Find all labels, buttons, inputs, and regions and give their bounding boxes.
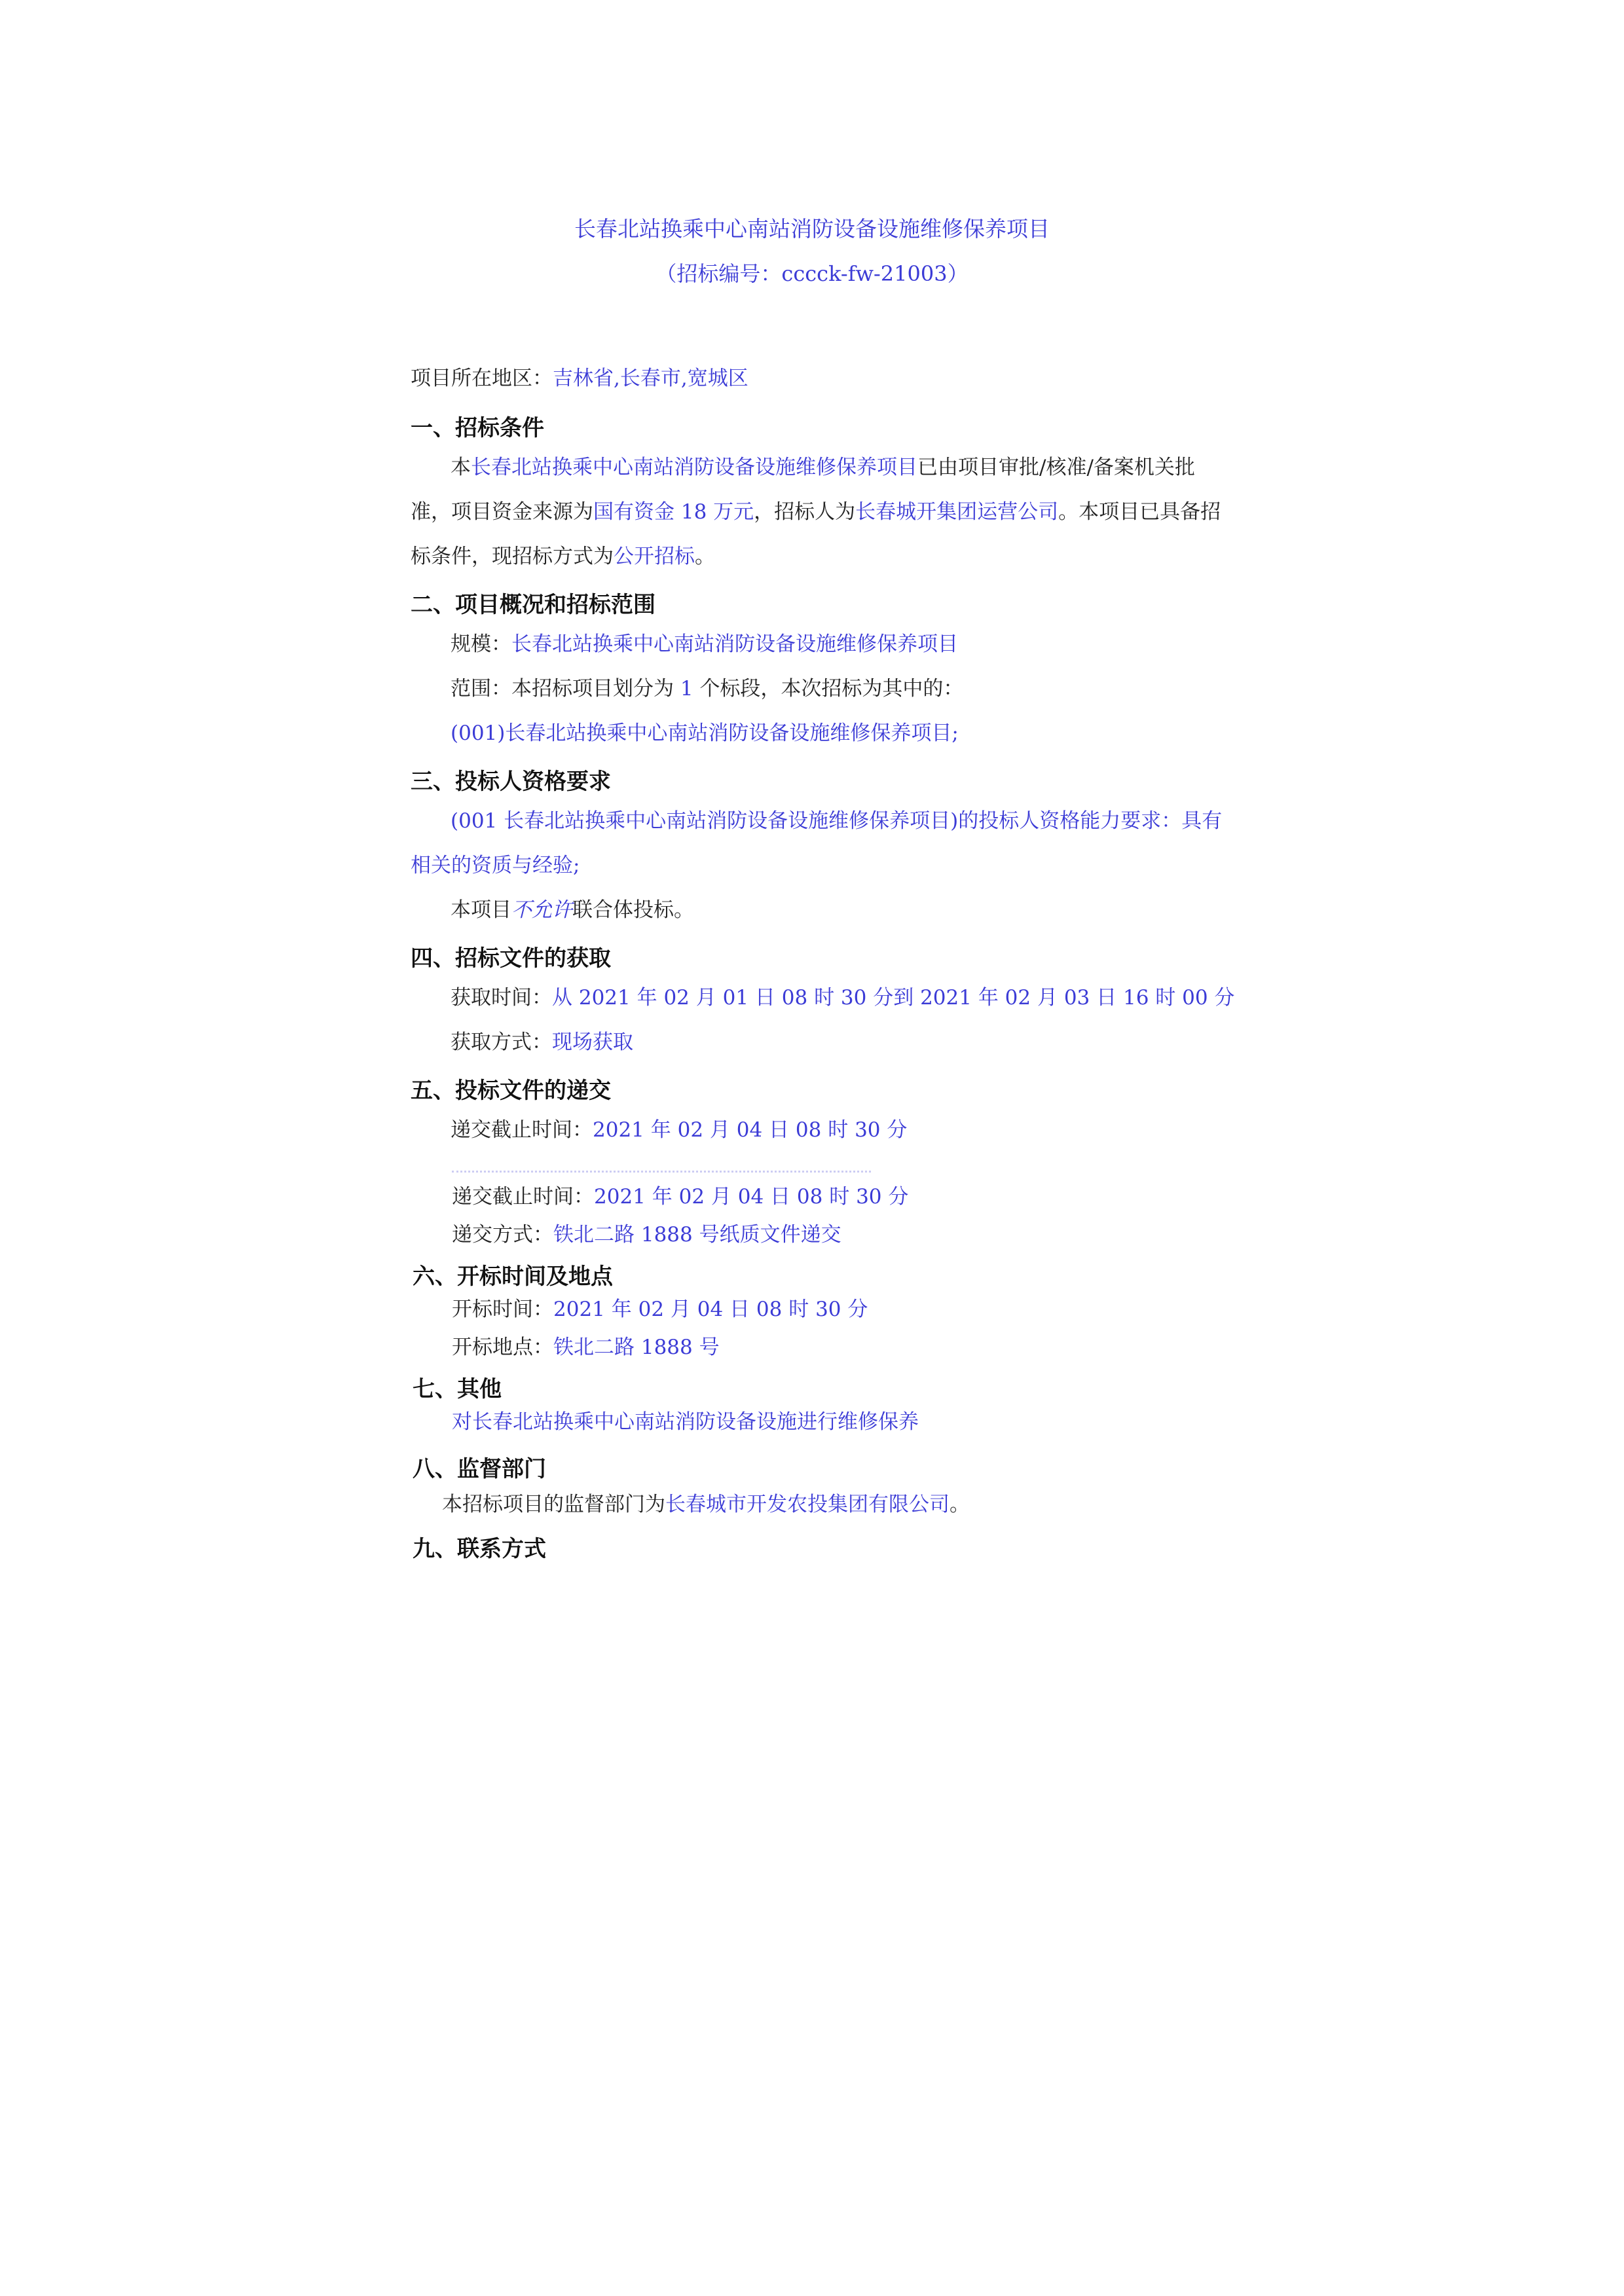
other-text: 对长春北站换乘中心南站消防设备设施进行维修保养 bbox=[452, 1410, 919, 1434]
acquire-time-value: 从 2021 年 02 月 01 日 08 时 30 分到 2021 年 02 月 03 日 16 时 00 分 bbox=[552, 986, 1235, 1010]
acquire-method-line bbox=[451, 1029, 633, 1055]
supervision-line bbox=[442, 1491, 970, 1518]
text: 本招标项目的监督部门为 bbox=[442, 1493, 665, 1516]
section-3-heading: 三、投标人资格要求 bbox=[411, 769, 611, 795]
qualification-line-2: 相关的资质与经验; bbox=[411, 854, 580, 877]
scale-label: 规模： bbox=[451, 632, 511, 656]
section-8-heading: 八、监督部门 bbox=[413, 1456, 546, 1482]
opening-time-label: 开标时间： bbox=[452, 1298, 553, 1321]
document-title: 长春北站换乘中心南站消防设备设施维修保养项目 bbox=[574, 216, 1050, 242]
region-value: 吉林省,长春市,宽城区 bbox=[553, 367, 748, 390]
joint-bid-line bbox=[451, 897, 694, 923]
text: 。 bbox=[695, 545, 715, 568]
opening-place-label: 开标地点： bbox=[452, 1336, 553, 1359]
deadline-line-1 bbox=[451, 1117, 907, 1143]
opening-place-value: 铁北二路 1888 号 bbox=[553, 1336, 720, 1359]
tenderer-name: 长春城开集团运营公司 bbox=[855, 500, 1059, 524]
deadline-label: 递交截止时间： bbox=[451, 1118, 593, 1142]
submit-method-label: 递交方式： bbox=[452, 1223, 553, 1247]
text: 标条件，现招标方式为 bbox=[411, 545, 614, 568]
opening-place-line bbox=[452, 1334, 720, 1360]
submit-method-line bbox=[452, 1222, 841, 1248]
section-1-line-1 bbox=[451, 454, 1195, 481]
text: ，招标人为 bbox=[754, 500, 856, 524]
acquire-method-value: 现场获取 bbox=[552, 1030, 633, 1054]
scale-line bbox=[451, 631, 958, 657]
text: 。本项目已具备招 bbox=[1058, 500, 1221, 524]
text: 范围：本招标项目划分为 bbox=[451, 677, 674, 701]
qualification-line-1: (001 长春北站换乘中心南站消防设备设施维修保养项目)的投标人资格能力要求：具有 bbox=[451, 809, 1223, 833]
opening-time-line bbox=[452, 1296, 868, 1322]
text: 联合体投标。 bbox=[572, 898, 694, 922]
supervision-dept: 长春城市开发农投集团有限公司 bbox=[665, 1493, 950, 1516]
fund-source: 国有资金 18 万元 bbox=[593, 500, 754, 524]
tender-method: 公开招标 bbox=[614, 545, 695, 568]
section-1-heading: 一、招标条件 bbox=[411, 415, 544, 441]
bid-number-text: （招标编号：cccck-fw-21003） bbox=[655, 261, 969, 286]
opening-time-value: 2021 年 02 月 04 日 08 时 30 分 bbox=[553, 1298, 868, 1321]
deadline-line-2 bbox=[452, 1184, 908, 1210]
deadline-value: 2021 年 02 月 04 日 08 时 30 分 bbox=[593, 1118, 908, 1142]
scale-value: 长春北站换乘中心南站消防设备设施维修保养项目 bbox=[511, 632, 958, 656]
section-1-line-3 bbox=[411, 543, 715, 570]
project-name: 长春北站换乘中心南站消防设备设施维修保养项目 bbox=[471, 456, 917, 479]
deadline-value: 2021 年 02 月 04 日 08 时 30 分 bbox=[594, 1185, 909, 1209]
lot-line: (001)长春北站换乘中心南站消防设备设施维修保养项目; bbox=[451, 721, 959, 745]
section-1-line-2 bbox=[411, 499, 1221, 525]
project-region bbox=[411, 365, 748, 392]
section-9-heading: 九、联系方式 bbox=[413, 1536, 546, 1562]
text: 。 bbox=[950, 1493, 970, 1516]
text: 准，项目资金来源为 bbox=[411, 500, 593, 524]
text: 个标段，本次招标为其中的： bbox=[699, 677, 964, 701]
range-line bbox=[451, 676, 963, 702]
joint-bid-value: 不允许 bbox=[511, 898, 572, 922]
text: 本 bbox=[451, 456, 471, 479]
submit-method-value: 铁北二路 1888 号纸质文件递交 bbox=[553, 1223, 841, 1247]
text: 本项目 bbox=[451, 898, 511, 922]
faded-text-artifact bbox=[452, 1171, 871, 1178]
acquire-time-label: 获取时间： bbox=[451, 986, 552, 1010]
region-label: 项目所在地区： bbox=[411, 367, 553, 390]
text: 已由项目审批/核准/备案机关批 bbox=[917, 456, 1195, 479]
section-2-heading: 二、项目概况和招标范围 bbox=[411, 592, 655, 618]
section-6-heading: 六、开标时间及地点 bbox=[413, 1264, 613, 1290]
acquire-method-label: 获取方式： bbox=[451, 1030, 552, 1054]
deadline-label: 递交截止时间： bbox=[452, 1185, 594, 1209]
section-5-heading: 五、投标文件的递交 bbox=[411, 1078, 611, 1104]
lot-count: 1 bbox=[674, 677, 700, 701]
section-7-heading: 七、其他 bbox=[413, 1376, 502, 1402]
acquire-time-line bbox=[451, 985, 1234, 1011]
bid-number bbox=[0, 261, 1624, 287]
section-4-heading: 四、招标文件的获取 bbox=[411, 945, 611, 972]
